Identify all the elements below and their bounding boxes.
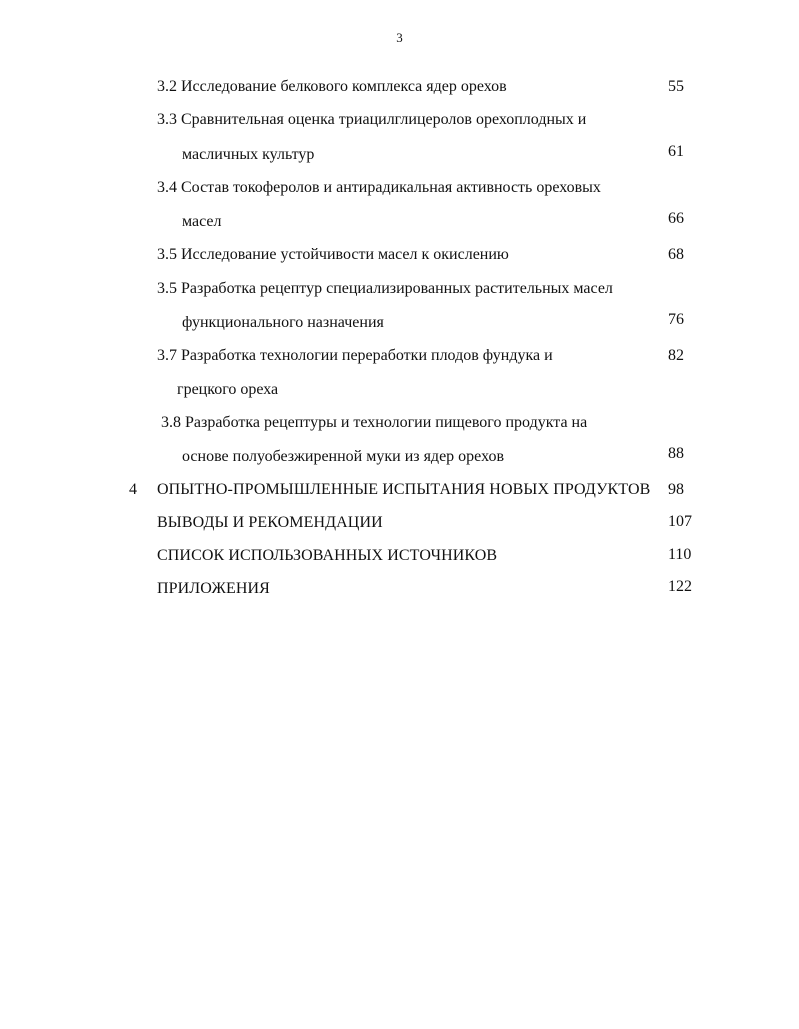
toc-appendices-title: ПРИЛОЖЕНИЯ [157, 580, 270, 597]
toc-entry-3-8-title-line1: 3.8 Разработка рецептуры и технологии пищевого продукта на [161, 414, 588, 431]
toc-entry-3-5b-page: 76 [668, 311, 684, 328]
toc-conclusions-page: 107 [668, 513, 692, 530]
toc-entry-3-7-title-line2: грецкого ореха [177, 381, 279, 398]
toc-chapter-4-title: ОПЫТНО-ПРОМЫШЛЕННЫЕ ИСПЫТАНИЯ НОВЫХ ПРОДУКТОВ [157, 481, 651, 498]
toc-chapter-4-page: 98 [668, 481, 684, 498]
toc-entry-3-8-title-line2: основе полуобезжиренной муки из ядер орехов [182, 448, 505, 465]
page-number: 3 [396, 30, 403, 45]
toc-chapter-4-number: 4 [129, 481, 137, 498]
toc-conclusions-title: ВЫВОДЫ И РЕКОМЕНДАЦИИ [157, 514, 383, 531]
toc-entry-3-5b-title-line1: 3.5 Разработка рецептур специализированных растительных масел [157, 280, 613, 297]
toc-entry-3-5-title: 3.5 Исследование устойчивости масел к окислению [157, 246, 509, 263]
toc-references-page: 110 [668, 546, 692, 563]
toc-entry-3-5-page: 68 [668, 246, 684, 263]
toc-entry-3-8-page: 88 [668, 445, 684, 462]
toc-entry-3-2-title: 3.2 Исследование белкового комплекса ядер орехов [157, 78, 507, 95]
toc-entry-3-4-title-line2: масел [182, 213, 222, 230]
toc-entry-3-7-page: 82 [668, 347, 684, 364]
toc-references-title: СПИСОК ИСПОЛЬЗОВАННЫХ ИСТОЧНИКОВ [157, 547, 498, 564]
toc-entry-3-3-title-line2: масличных культур [182, 146, 315, 163]
toc-appendices-page: 122 [668, 578, 692, 595]
toc-entry-3-5b-title-line2: функционального назначения [182, 314, 384, 331]
toc-entry-3-7-title-line1: 3.7 Разработка технологии переработки плодов фундука и [157, 347, 553, 364]
toc-entry-3-2-page: 55 [668, 78, 684, 95]
toc-entry-3-4-title-line1: 3.4 Состав токоферолов и антирадикальная активность ореховых [157, 179, 601, 196]
toc-entry-3-3-page: 61 [668, 143, 684, 160]
toc-entry-3-4-page: 66 [668, 210, 684, 227]
toc-entry-3-3-title-line1: 3.3 Сравнительная оценка триацилглицеролов орехоплодных и [157, 111, 587, 128]
